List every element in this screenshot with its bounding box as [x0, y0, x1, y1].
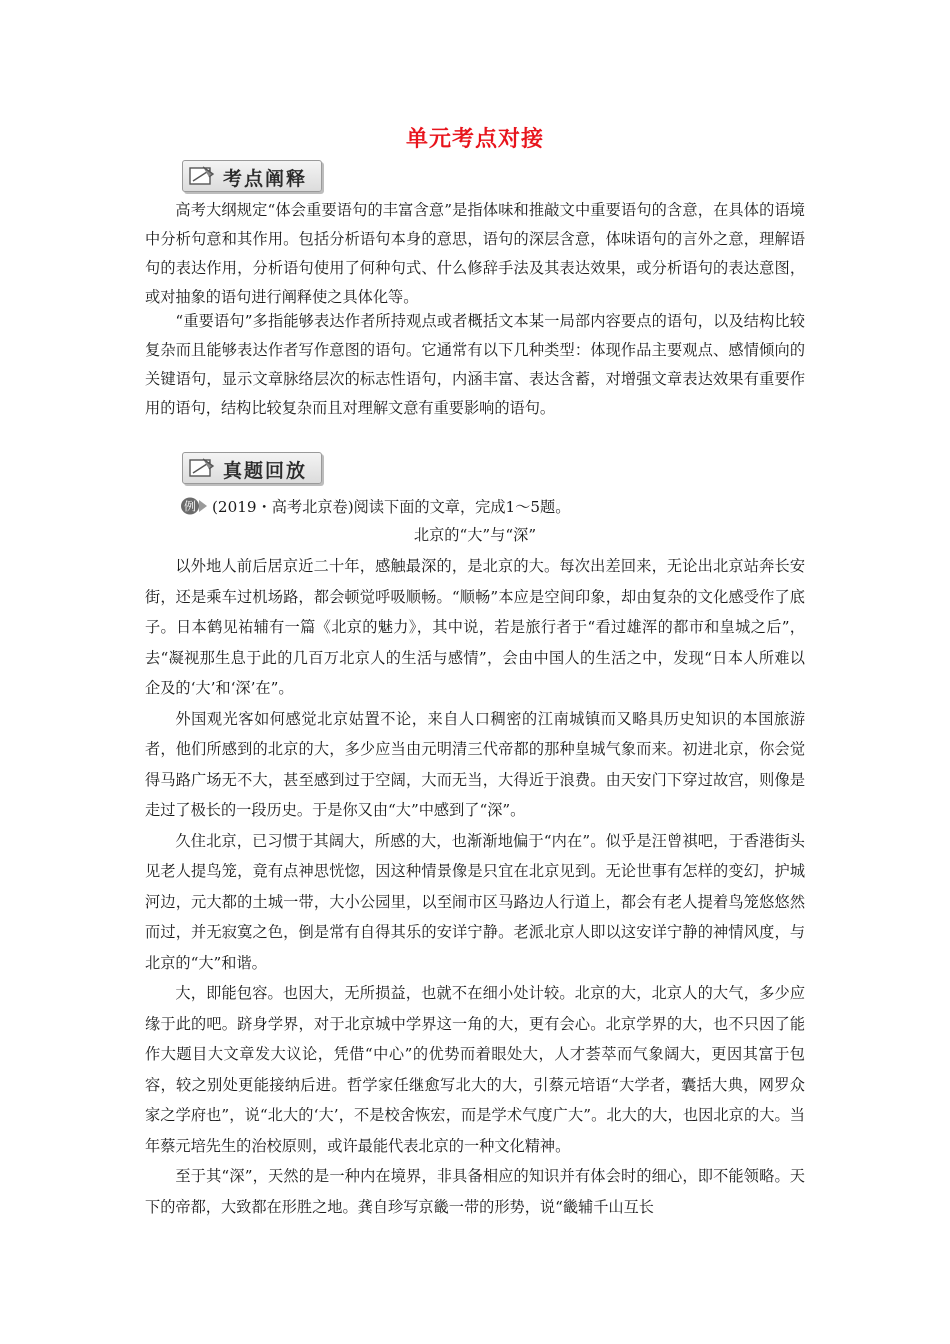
explanation-paragraph-2: “重要语句”多指能够表达作者所持观点或者概括文本某一局部内容要点的语句，以及结构比较复杂而且能够表达作者写作意图的语句。它通常有以下几种类型：体现作品主要观点、感情倾向的关键语句，显示文章脉络层次的标志性语句，内涵丰富、表达含蓄，对增强文章表达效果有重要作用的语句，结构比较复杂而且对理解文意有重要影响的语句。 [145, 312, 805, 417]
section-header-kaodian [182, 160, 322, 192]
article-paragraph: 大，即能包容。也因大，无所损益，也就不在细小处计较。北京的大，北京人的大气，多少应缘于此的吧。跻身学界，对于北京城中学界这一角的大，更有会心。北京学界的大，也不只因了能作大题目大文章发大议论，凭借“中心”的优势而着眼处大，人才荟萃而气象阔大，更因其富于包容，较之别处更能接纳后进。哲学家任继愈写北大的大，引蔡元培语“大学者，囊括大典，网罗众家之学府也”，说“北大的‘大’，不是校舍恢宏，而是学术气度广大”。北大的大，也因北京的大。当年蔡元培先生的治校原则，或许最能代表北京的一种文化精神。 [145, 984, 805, 1155]
example-marker-icon [180, 496, 208, 516]
section-label: 考点阐释 [223, 168, 308, 190]
article-paragraph: 以外地人前后居京近二十年，感触最深的，是北京的大。每次出差回来，无论出北京站奔长安街，还是乘车过机场路，都会顿觉呼吸顺畅。“顺畅”本应是空间印象，却由复杂的文化感受作了底子。日本鹤见祐辅有一篇《北京的魅力》，其中说，若是旅行者于“看过雄浑的都市和皇城之后”，去“凝视那生息于此的几百万北京人的生活与感情”，会由中国人的生活之中，发现“日本人所难以企及的‘大’和‘深’在”。 [145, 557, 805, 697]
article-paragraph: 外国观光客如何感觉北京姑置不论，来自人口稠密的江南城镇而又略具历史知识的本国旅游者，他们所感到的北京的大，多少应当由元明清三代帝都的那种皇城气象而来。初进北京，你会觉得马路广场无不大，甚至感到过于空阔，大而无当，大得近于浪费。由天安门下穿过故宫，则像是走过了极长的一段历史。于是你又由“大”中感到了“深”。 [145, 709, 805, 819]
section-label: 真题回放 [223, 460, 308, 482]
explanation-paragraph-1: 高考大纲规定“体会重要语句的丰富含意”是指体味和推敲文中重要语句的含意，在具体的语境中分析句意和其作用。包括分析语句本身的意思，语句的深层含意，体味语句的言外之意，理解语句的表达作用，分析语句使用了何种句式、什么修辞手法及其表达效果，或分析语句的表达意图，或对抽象的语句进行阐释使之具体化等。 [145, 201, 805, 306]
example-text: (2019・高考北京卷)阅读下面的文章，完成1～5题。 [212, 498, 571, 516]
article-body [145, 551, 805, 1222]
example-intro [180, 494, 570, 520]
article-title: 北京的“大”与“深” [413, 526, 537, 544]
article-paragraph: 久住北京，已习惯于其阔大，所感的大，也渐渐地偏于“内在”。似乎是汪曾祺吧，于香港街头见老人提鸟笼，竟有点神思恍惚，因这种情景像是只宜在北京见到。无论世事有怎样的变幻，护城河边，元大都的土城一带，大小公园里，以至闹市区马路边人行道上，都会有老人提着鸟笼悠悠然而过，并无寂寞之色，倒是常有自得其乐的安详宁静。老派北京人即以这安详宁静的神情风度，与北京的“大”和谐。 [145, 831, 805, 972]
page-title: 单元考点对接 [405, 127, 544, 152]
section-header-zhenti [182, 452, 322, 484]
article-paragraph: 至于其“深”，天然的是一种内在境界，非具备相应的知识并有体会时的细心，即不能领略。天下的帝都，大致都在形胜之地。龚自珍写京畿一带的形势，说“畿辅千山互长 [145, 1167, 805, 1216]
example-marker-text: 例 [183, 499, 197, 514]
book-icon [189, 165, 215, 187]
book-icon [189, 457, 215, 479]
